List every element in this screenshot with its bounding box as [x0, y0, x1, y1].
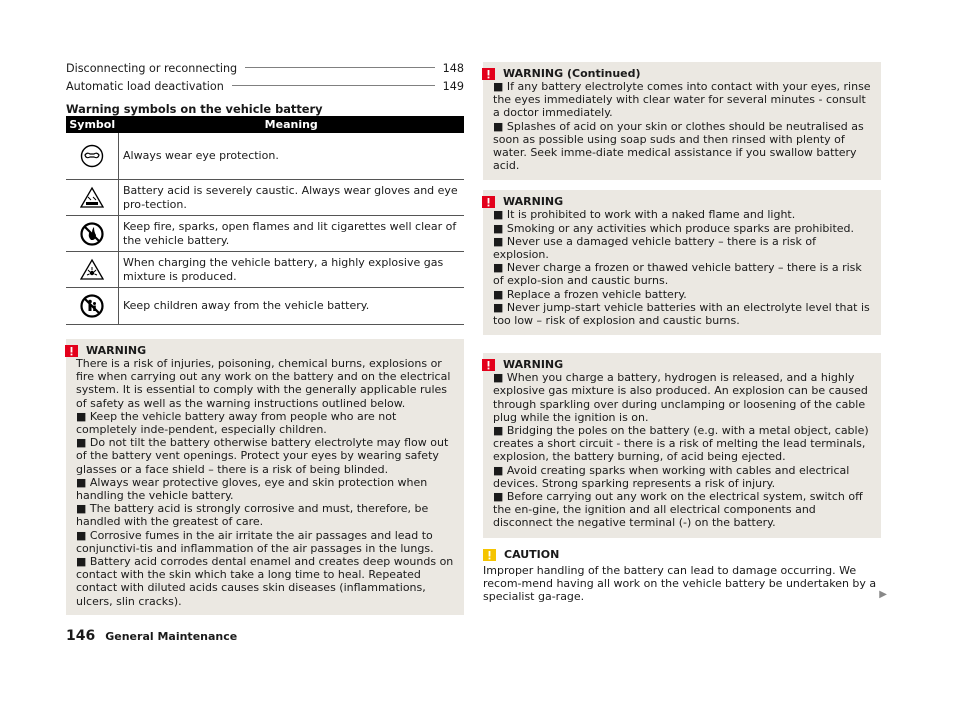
meaning-cell: Battery acid is severely caustic. Always wear gloves and eye pro-tection. [119, 180, 465, 216]
symbol-cell [66, 180, 119, 216]
warning-paragraph: ■ It is prohibited to work with a naked flame and light. [493, 208, 796, 222]
toc-entry[interactable] [66, 62, 464, 80]
symbols-table [66, 116, 464, 325]
warning-paragraph: ■ Never use a damaged vehicle battery – there is a risk of explosion. [493, 234, 817, 262]
warning-paragraph: ■ Keep the vehicle battery away from people who are not completely inde-pendent, especially children. [76, 409, 397, 437]
warning-box [66, 339, 464, 615]
warning-icon [482, 68, 495, 80]
toc-entry-text: Disconnecting or reconnecting [66, 62, 238, 75]
caution-header [483, 548, 881, 562]
warning-paragraph: ■ Always wear protective gloves, eye and skin protection when handling the vehicle battery. [76, 475, 428, 503]
table-row [66, 288, 464, 325]
meaning-cell: When charging the vehicle battery, a highly explosive gas mixture is produced. [119, 252, 465, 288]
table-row [66, 252, 464, 288]
warning-paragraph: ■ If any battery electrolyte comes into contact with your eyes, rinse the eyes immediately with clear water for several minutes - consult a doctor immediately. [493, 80, 871, 120]
warning-paragraph: There is a risk of injuries, poisoning, chemical burns, explosions or fire when carrying out any work on the battery and on the electrical system. It is essential to comply with the generally applicable rules of safety as well as the warning instructions outlined below. [76, 357, 451, 410]
warning-icon [65, 345, 78, 357]
toc-leader [245, 67, 435, 68]
continue-arrow-icon: ▶ [879, 589, 887, 601]
warning-paragraph: ■ The battery acid is strongly corrosive and must, therefore, be handled with the greatest of care. [76, 502, 429, 529]
page-footer [66, 628, 237, 644]
warning-title: WARNING [86, 343, 147, 357]
caution-title: CAUTION [504, 548, 560, 562]
warning-header [493, 195, 871, 208]
eye-protection-icon [80, 144, 104, 168]
caution-icon [483, 549, 496, 561]
toc-entry[interactable] [66, 80, 464, 98]
footer-section-title: General Maintenance [105, 630, 238, 643]
warning-paragraph: ■ Splashes of acid on your skin or clothes should be neutralised as soon as possible using soap suds and then rinsed with plenty of water. Seek imme-diate medical assistance if you swallow battery acid. [493, 119, 864, 173]
symbol-cell [66, 216, 119, 252]
warning-header [493, 358, 871, 371]
warning-paragraph: ■ Never charge a frozen or thawed vehicle battery – there is a risk of explo-sion and caustic burns. [493, 261, 862, 288]
warning-box [483, 190, 881, 335]
meaning-cell: Always wear eye protection. [119, 133, 465, 180]
table-header-meaning: Meaning [119, 116, 465, 133]
warning-box [483, 353, 881, 537]
caution-body [483, 563, 887, 604]
warning-paragraph: ■ Battery acid corrodes dental enamel and creates deep wounds on contact with the skin which take a long time to heal. Repeated contact with diluted acids causes skin diseases (inflammations, ulcers, slin cracks). [76, 555, 454, 608]
toc-leader [232, 85, 435, 86]
toc-entry-page: 149 [442, 80, 464, 93]
explosive-gas-icon [80, 258, 104, 282]
warning-paragraph: ■ Never jump-start vehicle batteries with an electrolyte level that is too low – risk of explosion and caustic burns. [493, 300, 870, 328]
warning-header [493, 67, 871, 80]
table-row [66, 216, 464, 252]
symbol-cell [66, 288, 119, 325]
caution-section [483, 548, 887, 604]
warning-title: WARNING [503, 358, 564, 372]
section-title: Warning symbols on the vehicle battery [66, 102, 323, 116]
symbol-cell [66, 252, 119, 288]
caustic-acid-icon [80, 186, 104, 210]
toc-entry-page: 148 [442, 62, 464, 75]
warning-paragraph: ■ Avoid creating sparks when working with cables and electrical devices. Strong sparking represents a risk of injury. [493, 463, 850, 490]
page-number: 146 [66, 628, 96, 644]
warning-box [483, 62, 881, 180]
keep-children-away-icon [80, 294, 104, 318]
table-header-symbol: Symbol [66, 116, 119, 133]
warning-paragraph: ■ When you charge a battery, hydrogen is released, and a highly explosive gas mixture is also produced. An explosion can be caused through sparkling over during unclamping or loosening of the cable plug while the ignition is on. [493, 371, 868, 424]
meaning-cell: Keep fire, sparks, open flames and lit cigarettes well clear of the vehicle battery. [119, 216, 465, 252]
warning-paragraph: ■ Before carrying out any work on the electrical system, switch off the en-gine, the ignition and all electrical components and disconnect the negative terminal (-) on the battery. [493, 490, 863, 530]
warning-header [76, 344, 454, 357]
meaning-cell: Keep children away from the vehicle battery. [119, 288, 465, 325]
warning-icon [482, 196, 495, 208]
warning-paragraph: ■ Corrosive fumes in the air irritate the air passages and lead to conjunctivi-tis and inflammation of the air passages in the lungs. [76, 528, 434, 555]
caution-text: Improper handling of the battery can lead to damage occurring. We recom-mend having all work on the vehicle battery be undertaken by a specialist ga-rage. [483, 563, 877, 604]
symbol-cell [66, 133, 119, 180]
right-column [483, 62, 887, 604]
table-row [66, 133, 464, 180]
table-row [66, 180, 464, 216]
warning-paragraph: ■ Replace a frozen vehicle battery. [493, 287, 687, 301]
warning-paragraph: ■ Smoking or any activities which produce sparks are prohibited. [493, 221, 855, 235]
toc-entry-text: Automatic load deactivation [66, 80, 224, 93]
warning-title: WARNING [503, 195, 564, 209]
warning-icon [482, 359, 495, 371]
warning-paragraph: ■ Do not tilt the battery otherwise battery electrolyte may flow out of the battery vent openings. Protect your eyes by wearing safety glasses or a face shield – there is a risk of being blinded. [76, 436, 449, 476]
warning-paragraph: ■ Bridging the poles on the battery (e.g. with a metal object, cable) creates a short circuit - there is a risk of melting the lead terminals, explosion, the battery burning, of acid being ejected. [493, 424, 869, 464]
warning-title: WARNING (Continued) [503, 66, 641, 80]
left-column [66, 62, 464, 615]
no-fire-icon [80, 222, 104, 246]
